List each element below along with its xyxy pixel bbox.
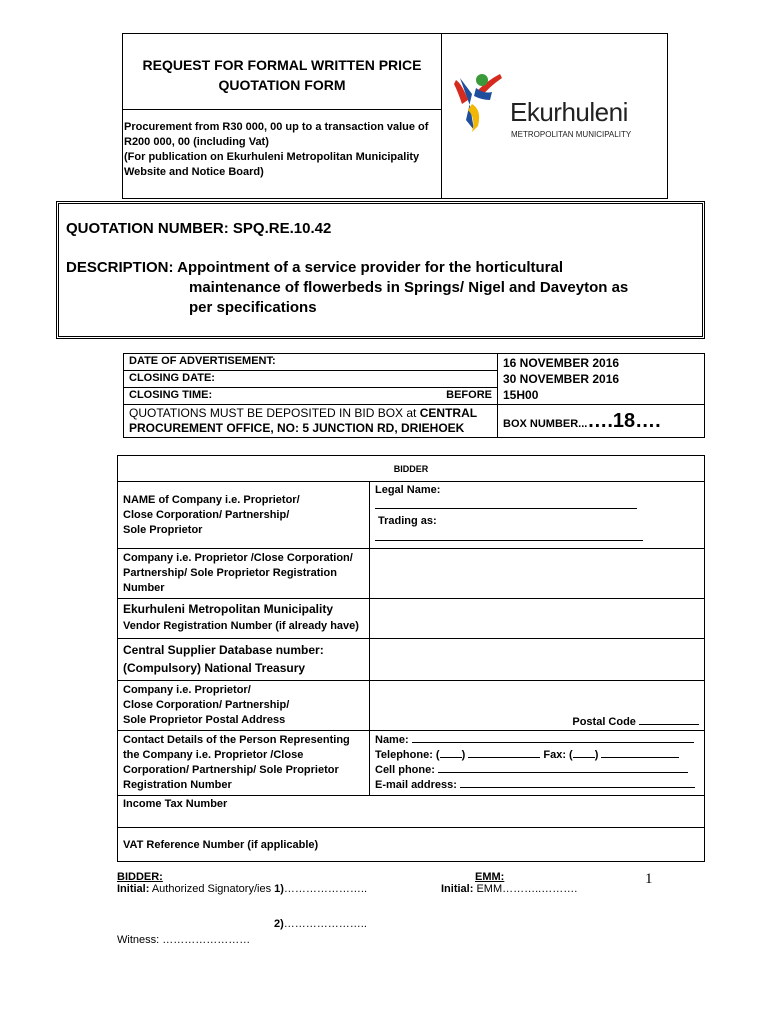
bidder-heading: BIDDER: [118, 456, 705, 482]
postal-label-3: Sole Proprietor Postal Address: [123, 714, 286, 726]
contact-label-3: Corporation/ Partnership/ Sole Proprietor: [123, 764, 339, 776]
title-line-1: REQUEST FOR FORMAL WRITTEN PRICE: [142, 57, 422, 73]
closing-time-value: 15H00: [503, 388, 539, 402]
postal-code-line[interactable]: [639, 724, 699, 725]
form-title: [122, 55, 442, 95]
page-number: 1: [645, 871, 653, 887]
box-number-cell: [498, 405, 705, 438]
quotation-description: [66, 258, 696, 318]
csd-label-1: Central Supplier Database number:: [123, 643, 324, 657]
contact-label-1: Contact Details of the Person Representing: [123, 734, 350, 746]
cell-phone-line[interactable]: [438, 772, 688, 773]
description-line-3: per specifications: [189, 299, 317, 316]
income-tax-row[interactable]: [118, 796, 705, 828]
email-line[interactable]: [460, 787, 695, 788]
bidder-table: [117, 455, 705, 862]
contact-name-label: Name:: [375, 734, 409, 746]
advertisement-table: [123, 353, 705, 438]
date-label: DATE OF ADVERTISEMENT:: [129, 355, 276, 367]
closing-date-label: CLOSING DATE:: [129, 372, 215, 384]
procurement-line-3: (For publication on Ekurhuleni Metropolitan Municipality: [124, 151, 420, 163]
trading-as-label: Trading as:: [378, 515, 437, 527]
contact-input-cell[interactable]: Name: Telephone: ( ) Fax: ( ) Cell phone: E-mail address:: [370, 731, 705, 796]
csd-label-2: (Compulsory) National Treasury: [123, 661, 306, 675]
fax-label: Fax: (: [543, 749, 573, 761]
reg-label-2: Partnership/ Sole Proprietor Registration: [123, 567, 337, 579]
reg-label-1: Company i.e. Proprietor /Close Corporation/: [123, 552, 353, 564]
procurement-note: [124, 120, 439, 180]
postal-address-label-cell: [118, 681, 370, 731]
contact-label-2: the Company i.e. Proprietor /Close: [123, 749, 304, 761]
vendor-input-cell[interactable]: [370, 599, 705, 639]
title-line-2: QUOTATION FORM: [218, 77, 346, 93]
trading-as-line[interactable]: [375, 540, 643, 541]
logo-subtitle: METROPOLITAN MUNICIPALITY: [511, 130, 632, 139]
procurement-line-1: Procurement from R30 000, 00 up to a transaction value of: [124, 121, 429, 133]
procurement-line-4: Website and Notice Board): [124, 166, 264, 178]
fax-code-line[interactable]: [573, 757, 595, 758]
legal-name-label: Legal Name:: [375, 484, 441, 496]
signature-2-number: 2): [274, 918, 284, 930]
vat-reference-label: VAT Reference Number (if applicable): [123, 838, 319, 851]
witness-line[interactable]: Witness: ……………………: [117, 934, 251, 946]
cell-phone-label: Cell phone:: [375, 764, 435, 776]
advert-values-cell: [498, 354, 705, 405]
company-name-input-cell[interactable]: [370, 482, 705, 549]
box-number-label: BOX NUMBER...: [503, 417, 588, 430]
signature-1-line[interactable]: …………………..: [283, 883, 368, 895]
fax-line[interactable]: [601, 757, 679, 758]
footer-emm-label: EMM:: [475, 871, 505, 883]
postal-code-label: Postal Code: [572, 716, 636, 728]
closing-date-cell: [124, 371, 498, 388]
logo-name: Ekurhuleni: [510, 97, 628, 127]
company-name-label-cell: [118, 482, 370, 549]
emm-initial-line[interactable]: EMM………..……….: [476, 883, 578, 895]
name-label-1: NAME of Company i.e. Proprietor/: [123, 493, 300, 506]
vendor-label-1: Ekurhuleni Metropolitan Municipality: [123, 602, 334, 616]
csd-input-cell[interactable]: [370, 639, 705, 681]
postal-label-2: Close Corporation/ Partnership/: [123, 699, 290, 711]
reg-label-3: Number: [123, 582, 165, 594]
vendor-label-2: Vendor Registration Number (if already have): [123, 620, 359, 632]
date-value: 16 NOVEMBER 2016: [503, 356, 620, 370]
telephone-line[interactable]: [468, 757, 540, 758]
csd-label-cell: [118, 639, 370, 681]
registration-input-cell[interactable]: [370, 549, 705, 599]
closing-time-cell: [124, 388, 498, 405]
deposit-location-2: PROCUREMENT OFFICE, NO: 5 JUNCTION RD, DRIEHOEK: [129, 421, 465, 435]
emm-initial-label: Initial:: [441, 883, 474, 895]
name-label-3: Sole Proprietor: [123, 523, 203, 536]
procurement-line-2: R200 000, 00 (including Vat): [124, 136, 269, 148]
deposit-text: QUOTATIONS MUST BE DEPOSITED IN BID BOX at: [129, 406, 417, 420]
footer-bidder: [117, 871, 367, 895]
email-label: E-mail address:: [375, 779, 457, 791]
description-label: DESCRIPTION:: [66, 259, 174, 276]
signature-2: [274, 918, 367, 930]
deposit-location-1: CENTRAL: [419, 406, 478, 420]
name-label-2: Close Corporation/ Partnership/: [123, 508, 290, 521]
footer-bidder-label: BIDDER:: [117, 871, 163, 883]
before-label: BEFORE: [446, 389, 492, 401]
description-line-2: maintenance of flowerbeds in Springs/ Nigel and Daveyton as: [189, 279, 629, 296]
box-number-value: ….18….: [587, 409, 661, 432]
deposit-instruction-cell: [124, 405, 498, 438]
contact-name-line[interactable]: [412, 742, 694, 743]
signature-2-line[interactable]: …………………..: [283, 918, 367, 930]
closing-time-label: CLOSING TIME:: [129, 389, 213, 401]
description-line-1: Appointment of a service provider for the horticultural: [177, 259, 564, 276]
telephone-code-line[interactable]: [440, 757, 462, 758]
vat-reference-row[interactable]: [118, 828, 705, 862]
contact-label-4: Registration Number: [123, 779, 232, 791]
footer-emm: [441, 871, 577, 895]
quotation-number: QUOTATION NUMBER: SPQ.RE.10.42: [66, 220, 332, 237]
closing-date-value: 30 NOVEMBER 2016: [503, 372, 620, 386]
vendor-label-cell: [118, 599, 370, 639]
authorized-signatory-label: Authorized Signatory/ies: [151, 883, 272, 895]
registration-label-cell: [118, 549, 370, 599]
contact-label-cell: [118, 731, 370, 796]
postal-label-1: Company i.e. Proprietor/: [123, 684, 251, 696]
legal-name-line[interactable]: [375, 508, 637, 509]
bidder-initial-label: Initial:: [117, 883, 150, 895]
income-tax-label: Income Tax Number: [123, 798, 228, 810]
ekurhuleni-logo-icon: [448, 70, 508, 140]
telephone-label: Telephone: (: [375, 749, 440, 761]
date-of-advertisement-cell: [124, 354, 498, 371]
signature-1-number: 1): [274, 883, 284, 895]
postal-address-input-cell[interactable]: [370, 681, 705, 731]
